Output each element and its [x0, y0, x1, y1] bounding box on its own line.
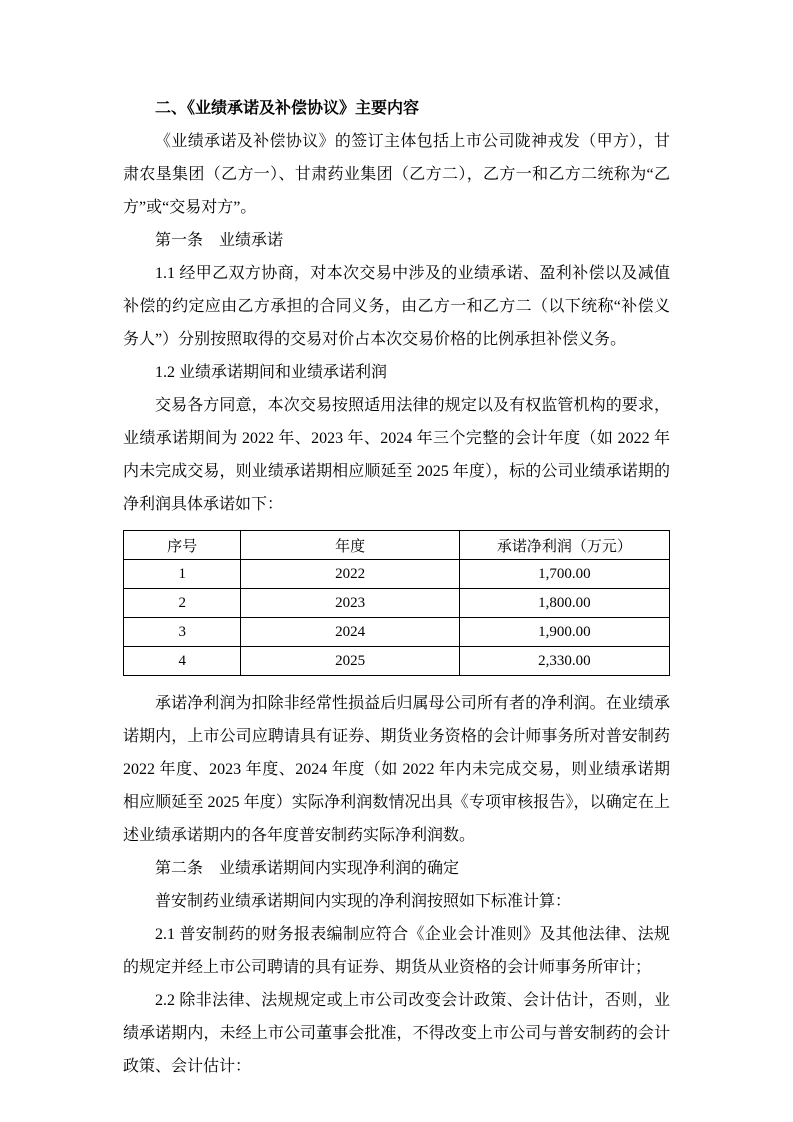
paragraph-parties: 《业绩承诺及补偿协议》的签订主体包括上市公司陇神戎发（甲方），甘肃农垦集团（乙方一）、甘肃药业集团（乙方二），乙方一和乙方二统称为“乙方”或“交易对方”。: [123, 133, 670, 216]
table-cell-profit: 1,700.00: [459, 560, 669, 589]
table-row: [124, 618, 670, 647]
article-2-heading: 第二条 业绩承诺期间内实现净利润的确定: [155, 860, 460, 877]
table-header-row: [124, 531, 670, 560]
table-row: [124, 589, 670, 618]
table-cell-profit: 1,900.00: [459, 618, 669, 647]
paragraph-commitment-period: 交易各方同意，本次交易按照适用法律的规定以及有权监管机构的要求，业绩承诺期间为 2022 年、2023 年、2024 年三个完整的会计年度（如 2022 年内未完成交易，则业绩承诺期相应顺延至 2025 年度），标的公司业绩承诺期的净利润具体承诺如下：: [123, 397, 670, 513]
table-cell-profit: 1,800.00: [459, 589, 669, 618]
table-cell-year: 2024: [241, 618, 459, 647]
table-cell-profit: 2,330.00: [459, 647, 669, 676]
paragraph-calc-intro: 普安制药业绩承诺期间内实现的净利润按照如下标准计算：: [155, 893, 572, 910]
table-header-profit: 承诺净利润（万元）: [459, 531, 669, 560]
table-cell-year: 2025: [241, 647, 459, 676]
table-cell-index: 4: [124, 647, 241, 676]
table-header-year: 年度: [241, 531, 459, 560]
clause-2-2: 2.2 除非法律、法规规定或上市公司改变会计政策、会计估计，否则，业绩承诺期内，未经上市公司董事会批准，不得改变上市公司与普安制药的会计政策、会计估计：: [123, 992, 670, 1075]
table-row: [124, 647, 670, 676]
table-cell-year: 2022: [241, 560, 459, 589]
clause-1-1: 1.1 经甲乙双方协商，对本次交易中涉及的业绩承诺、盈利补偿以及减值补偿的约定应由乙方承担的合同义务，由乙方一和乙方二（以下统称“补偿义务人”）分别按照取得的交易对价占本次交易价格的比例承担补偿义务。: [123, 265, 670, 348]
section-title: 二、《业绩承诺及补偿协议》主要内容: [155, 100, 420, 117]
clause-2-1: 2.1 普安制药的财务报表编制应符合《企业会计准则》及其他法律、法规的规定并经上市公司聘请的具有证券、期货从业资格的会计师事务所审计；: [123, 926, 670, 976]
profit-commitment-table: [123, 530, 670, 676]
table-header-index: 序号: [124, 531, 241, 560]
article-1-heading: 第一条 业绩承诺: [155, 232, 284, 249]
table-cell-index: 3: [124, 618, 241, 647]
clause-1-2-heading: 1.2 业绩承诺期间和业绩承诺利润: [155, 364, 388, 381]
paragraph-net-profit-definition: 承诺净利润为扣除非经常性损益后归属母公司所有者的净利润。在业绩承诺期内，上市公司应聘请具有证券、期货业务资格的会计师事务所对普安制药 2022 年度、2023 年度、2024 年度（如 2022 年内未完成交易，则业绩承诺期相应顺延至 2025 年度）实际净利润数情况出具《专项审核报告》，以确定在上述业绩承诺期内的各年度普安制药实际净利润数。: [123, 695, 670, 844]
table-cell-index: 1: [124, 560, 241, 589]
table-cell-index: 2: [124, 589, 241, 618]
table-row: [124, 560, 670, 589]
table-cell-year: 2023: [241, 589, 459, 618]
